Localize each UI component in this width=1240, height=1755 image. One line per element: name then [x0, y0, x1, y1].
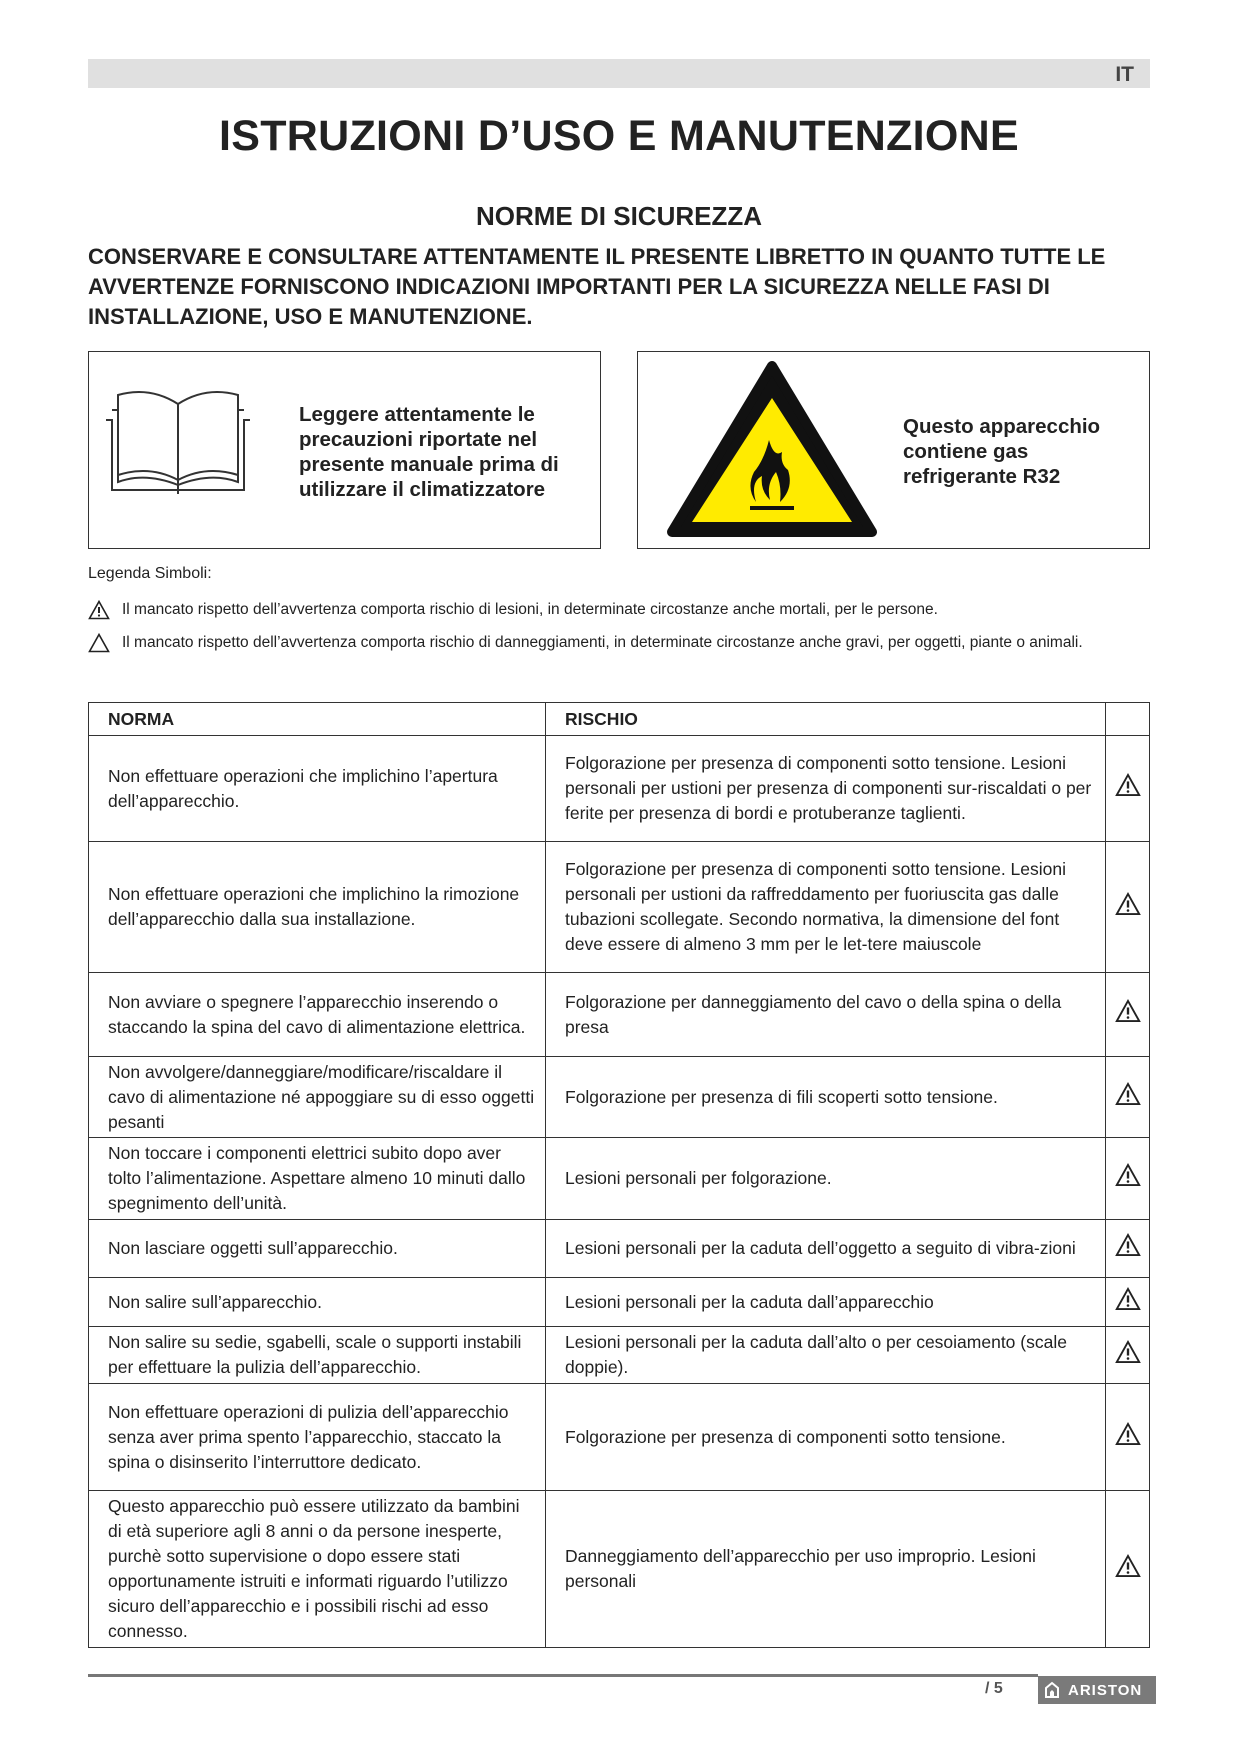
brand-logo	[1038, 1676, 1156, 1704]
legend-title: Legenda Simboli:	[88, 565, 212, 582]
rischio-cell: Folgorazione per presenza di fili scoperti sotto tensione.	[546, 1057, 1106, 1138]
rischio-cell: Danneggiamento dell’apparecchio per uso improprio. Lesioni personali	[546, 1491, 1106, 1648]
warning-exclamation-icon	[1115, 1422, 1141, 1446]
page-number: / 5	[985, 1680, 1003, 1697]
read-manual-box	[88, 351, 601, 549]
norma-cell: Non salire sull’apparecchio.	[89, 1278, 546, 1327]
table-row	[89, 1327, 1150, 1384]
flammable-warning-icon	[666, 360, 878, 540]
rischio-cell: Folgorazione per presenza di componenti sotto tensione. Lesioni personali per ustioni per presenza di componenti sur-riscaldati o per ferite per presenza di bordi e protuberanze taglienti.	[546, 736, 1106, 842]
rischio-cell: Lesioni personali per la caduta dall’alto o per cesoiamento (scale doppie).	[546, 1327, 1106, 1384]
warning-exclamation-icon	[1115, 1163, 1141, 1187]
norma-cell: Non toccare i componenti elettrici subito dopo aver tolto l’alimentazione. Aspettare almeno 10 minuti dallo spegnimento dell’unità.	[89, 1138, 546, 1220]
norma-cell: Non effettuare operazioni che implichino la rimozione dell’apparecchio dalla sua installazione.	[89, 842, 546, 973]
warning-exclamation-icon	[1115, 773, 1141, 797]
warning-exclamation-icon	[1115, 1340, 1141, 1364]
book-icon	[105, 390, 251, 494]
rischio-cell: Folgorazione per presenza di componenti sotto tensione.	[546, 1384, 1106, 1491]
refrigerant-text: Questo apparecchio contiene gas refrigerante R32	[903, 415, 1101, 488]
table-row	[89, 842, 1150, 973]
norma-cell: Questo apparecchio può essere utilizzato da bambini di età superiore agli 8 anni o da persone inesperte, purchè sotto supervisione o dopo essere stati opportunamente istruiti e informati riguardo l’utilizzo sicuro dell’apparecchio e i possibili rischi ad esso connesso.	[89, 1491, 546, 1648]
footer-rule	[88, 1674, 1038, 1677]
house-icon	[1044, 1681, 1060, 1699]
warning-exclamation-icon	[1115, 1233, 1141, 1257]
legend-item-injury	[88, 599, 1150, 621]
warning-triangle-icon	[88, 633, 110, 653]
norma-cell: Non effettuare operazioni che implichino l’apertura dell’apparecchio.	[89, 736, 546, 842]
table-row	[89, 1220, 1150, 1278]
rischio-cell: Lesioni personali per folgorazione.	[546, 1138, 1106, 1220]
read-manual-text: Leggere attentamente le precauzioni riportate nel presente manuale prima di utilizzare il climatizzatore	[299, 403, 559, 501]
header-norma: NORMA	[89, 703, 546, 736]
rischio-cell: Lesioni personali per la caduta dall’apparecchio	[546, 1278, 1106, 1327]
intro-text: CONSERVARE E CONSULTARE ATTENTAMENTE IL PRESENTE LIBRETTO IN QUANTO TUTTE LE AVVERTENZE FORNISCONO INDICAZIONI IMPORTANTI PER LA SICUREZZA NELLE FASI DI INSTALLAZIONE, USO E MANUTENZIONE.	[88, 244, 1106, 329]
safety-table	[88, 702, 1150, 1648]
language-label: IT	[1115, 63, 1134, 86]
warning-exclamation-icon	[1115, 1082, 1141, 1106]
table-row	[89, 1384, 1150, 1491]
norma-cell: Non salire su sedie, sgabelli, scale o supporti instabili per effettuare la pulizia dell’apparecchio.	[89, 1327, 546, 1384]
legend-item-damage	[88, 632, 1150, 654]
header-rischio: RISCHIO	[546, 703, 1106, 736]
norma-cell: Non effettuare operazioni di pulizia dell’apparecchio senza aver prima spento l’apparecchio, staccato la spina o disinserito l’interruttore dedicato.	[89, 1384, 546, 1491]
norma-cell: Non lasciare oggetti sull’apparecchio.	[89, 1220, 546, 1278]
table-row	[89, 736, 1150, 842]
header-bar	[88, 59, 1150, 88]
norma-cell: Non avviare o spegnere l’apparecchio inserendo o staccando la spina del cavo di alimentazione elettrica.	[89, 973, 546, 1057]
warning-exclamation-icon	[1115, 1554, 1141, 1578]
table-row	[89, 973, 1150, 1057]
page-title: ISTRUZIONI D’USO E MANUTENZIONE	[218, 112, 1020, 160]
legend-text: Il mancato rispetto dell’avvertenza comporta rischio di danneggiamenti, in determinate circostanze anche gravi, per oggetti, piante o animali.	[122, 634, 1083, 651]
rischio-cell: Lesioni personali per la caduta dell’oggetto a seguito di vibra-zioni	[546, 1220, 1106, 1278]
warning-exclamation-icon	[88, 600, 110, 620]
table-row	[89, 1057, 1150, 1138]
norma-cell: Non avvolgere/danneggiare/modificare/riscaldare il cavo di alimentazione né appoggiare su di esso oggetti pesanti	[89, 1057, 546, 1138]
legend-text: Il mancato rispetto dell’avvertenza comporta rischio di lesioni, in determinate circostanze anche mortali, per le persone.	[122, 601, 938, 618]
table-row	[89, 1138, 1150, 1220]
warning-exclamation-icon	[1115, 892, 1141, 916]
table-row	[89, 1278, 1150, 1327]
section-title: NORME DI SICUREZZA	[476, 201, 762, 231]
refrigerant-box	[637, 351, 1150, 549]
warning-exclamation-icon	[1115, 1287, 1141, 1311]
rischio-cell: Folgorazione per danneggiamento del cavo o della spina o della presa	[546, 973, 1106, 1057]
table-row	[89, 1491, 1150, 1648]
rischio-cell: Folgorazione per presenza di componenti sotto tensione. Lesioni personali per ustioni da raffreddamento per fuoriuscita gas dalle tubazioni scollegate. Secondo normativa, la dimensione del font deve essere di almeno 3 mm per le let-tere maiuscole	[546, 842, 1106, 973]
warning-exclamation-icon	[1115, 999, 1141, 1023]
brand-name: ARISTON	[1068, 1681, 1143, 1699]
